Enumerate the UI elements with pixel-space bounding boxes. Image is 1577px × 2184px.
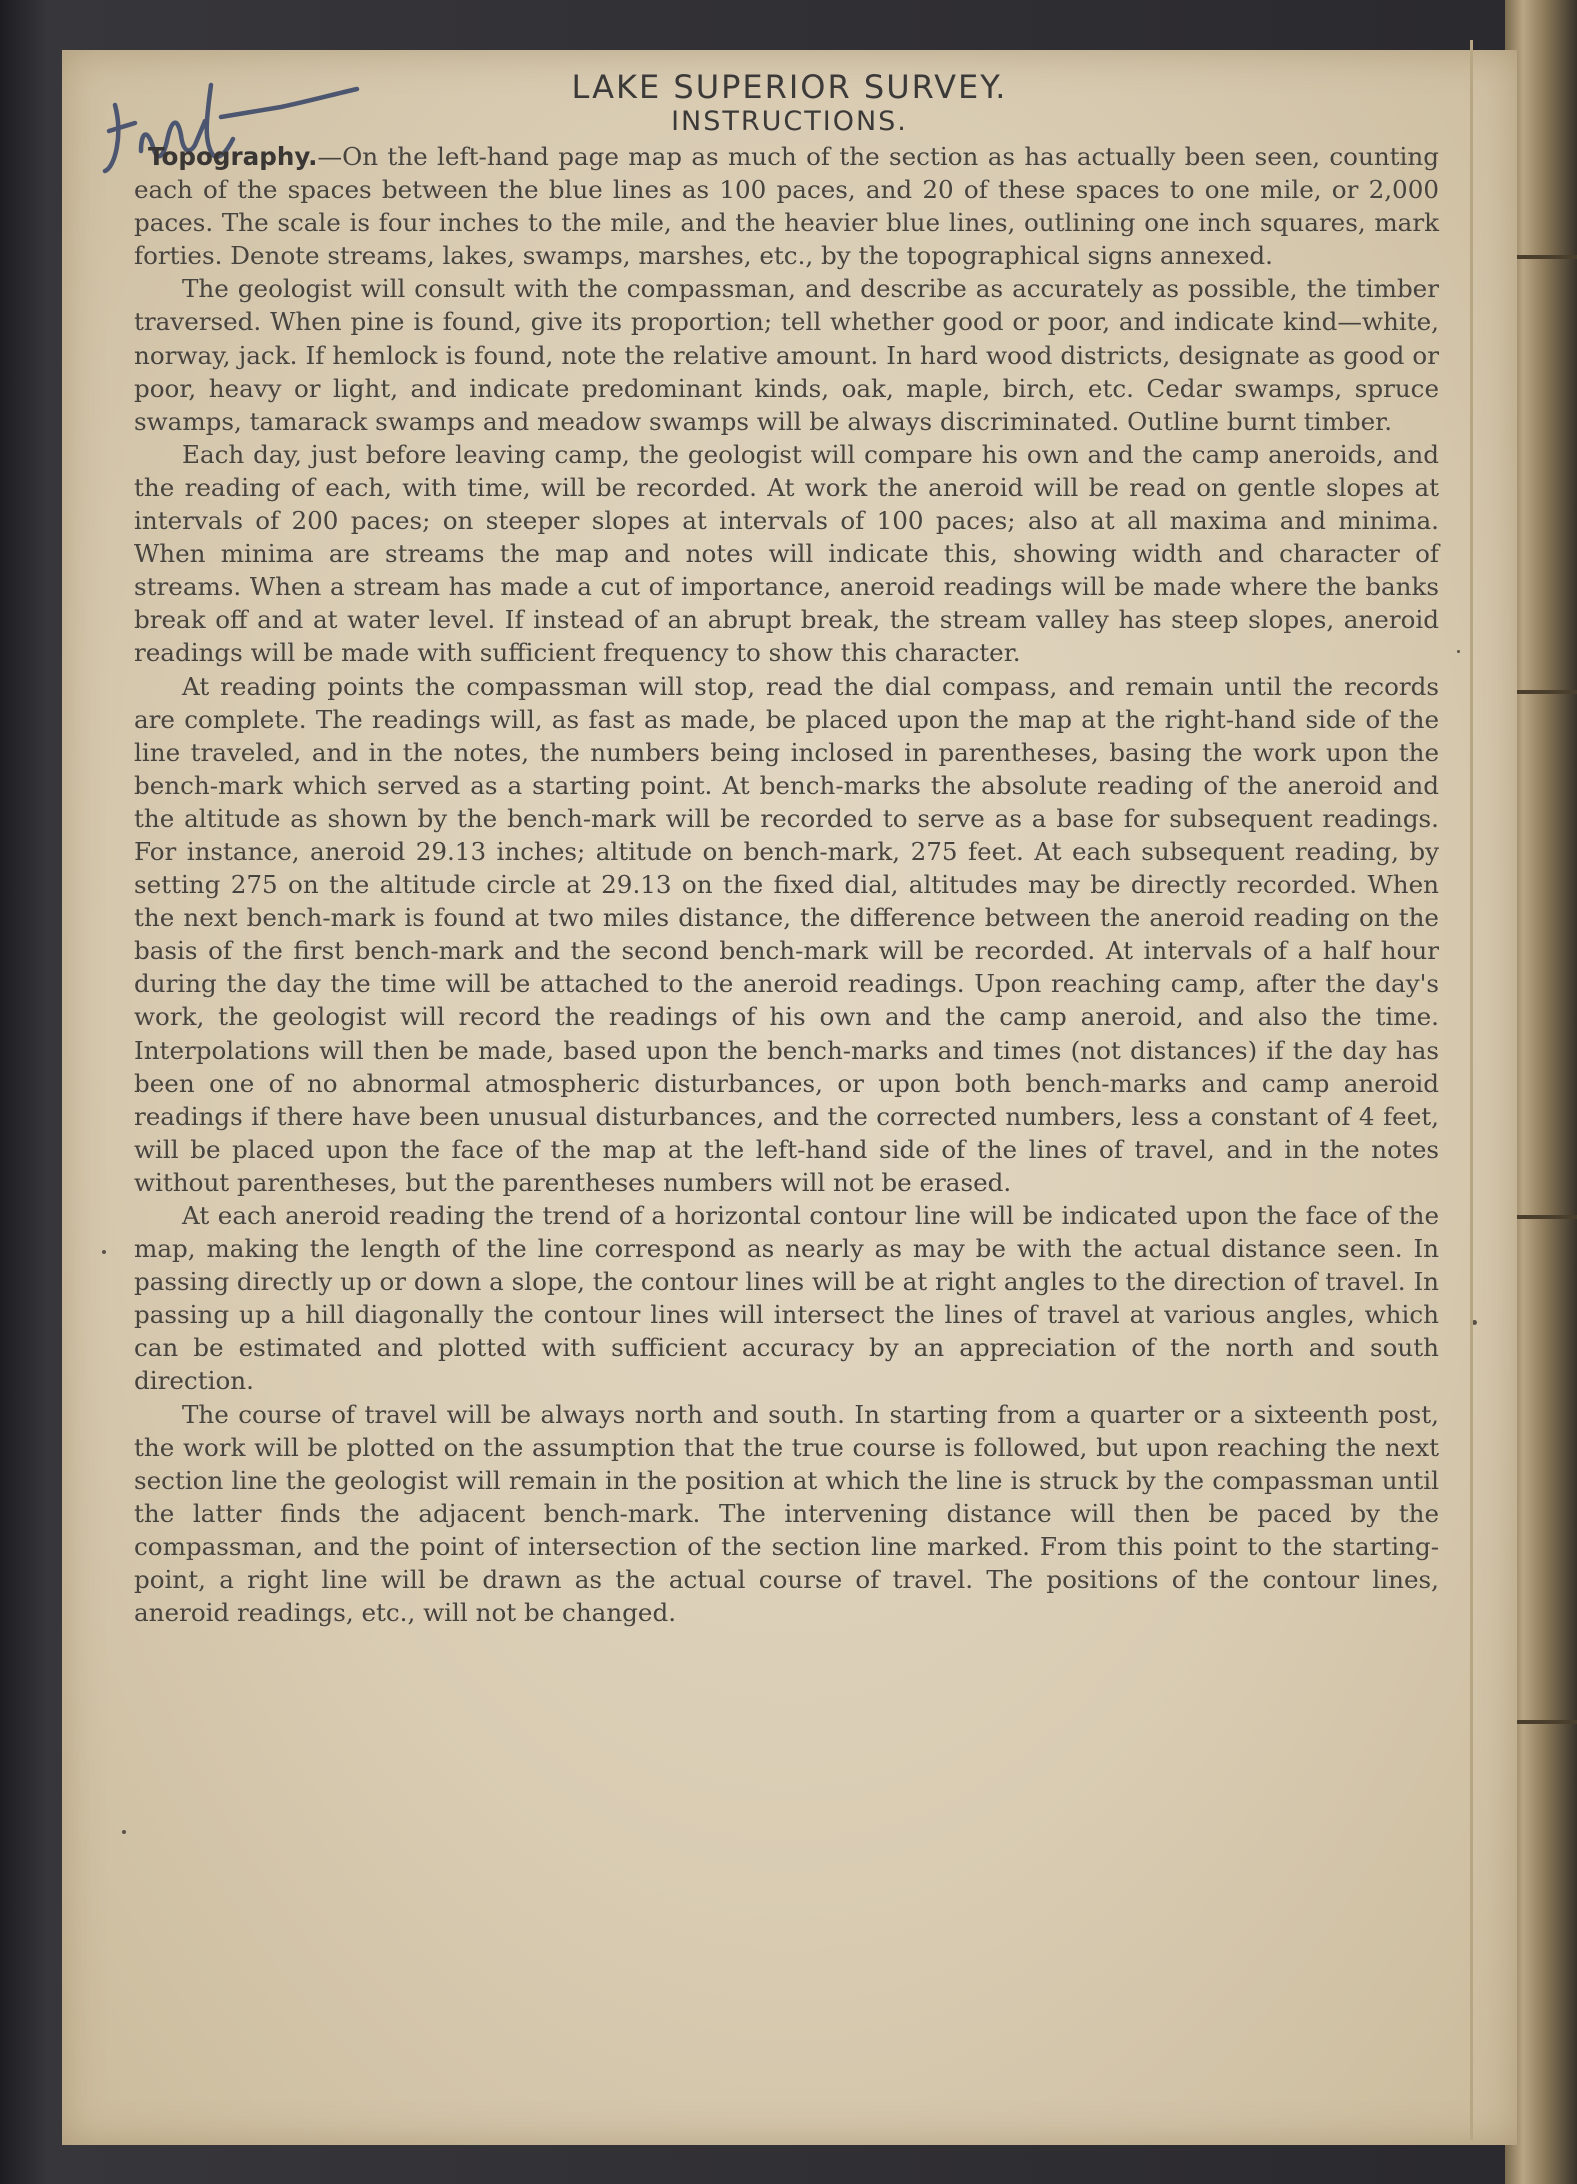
instructions-body	[134, 140, 1439, 1629]
paragraph-aneroid: Each day, just before leaving camp, the geologist will compare his own and the camp aneroids, and the reading of each, with time, will be recorded. At work the aneroid will be read on gentle slopes at intervals of 200 paces; on steeper slopes at intervals of 100 paces; also at all maxima and minima. When minima are streams the map and notes will indicate this, showing width and character of streams. When a stream has made a cut of importance, aneroid readings will be made where the banks break off and at water level. If instead of an abrupt break, the stream valley has steep slopes, aneroid readings will be made with sufficient frequency to show this character.	[134, 439, 1439, 668]
paragraph-lead: Topography.	[148, 142, 318, 171]
paper-fleck	[1457, 650, 1460, 653]
paragraph-topography	[134, 140, 1439, 272]
paper-fleck	[102, 1250, 106, 1254]
paragraph-contour: At each aneroid reading the trend of a horizontal contour line will be indicated upon the face of the map, making the length of the line correspond as nearly as may be with the actual distance seen. In passing directly up or down a slope, the contour lines will be at right angles to the direction of travel. In passing up a hill diagonally the contour lines will intersect the lines of travel at various angles, which can be estimated and plotted with sufficient accuracy by an appreciation of the north and south direction.	[134, 1201, 1439, 1396]
paragraph-reading-points: At reading points the compassman will stop, read the dial compass, and remain until the records are complete. The readings will, as fast as made, be placed upon the map at the right-hand side of the line traveled, and in the notes, the numbers being inclosed in parentheses, basing the work upon the bench-mark which served as a starting point. At bench-marks the absolute reading of the aneroid and the altitude as shown by the bench-mark will be recorded to serve as a base for subsequent readings. For instance, aneroid 29.13 inches; altitude on bench-mark, 275 feet. At each subsequent reading, by setting 275 on the altitude circle at 29.13 on the fixed dial, altitudes may be directly recorded. When the next bench-mark is found at two miles distance, the difference between the aneroid reading on the basis of the first bench-mark and the second bench-mark will be recorded. At intervals of a half hour during the day the time will be attached to the aneroid readings. Upon reaching camp, after the day's work, the geologist will record the readings of his own and the camp aneroid, and also the time. Interpolations will then be made, based upon the bench-marks and times (not distances) if the day has been one of no abnormal atmospheric disturbances, or upon both bench-marks and camp aneroid readings if there have been unusual disturbances, and the corrected numbers, less a constant of 4 feet, will be placed upon the face of the map at the left-hand side of the lines of travel, and in the notes without parentheses, but the parentheses numbers will not be erased.	[134, 671, 1439, 1197]
paragraph-text: —On the left-hand page map as much of the section as has actually been seen, counting each of the spaces between the blue lines as 100 paces, and 20 of these spaces to one mile, or 2,000 paces. The scale is four inches to the mile, and the heavier blue lines, outlining one inch squares, mark forties. Denote streams, lakes, swamps, marshes, etc., by the topographical signs annexed.	[134, 142, 1439, 271]
page-subtitle: INSTRUCTIONS.	[671, 106, 908, 137]
page-title: LAKE SUPERIOR SURVEY.	[571, 68, 1008, 106]
page-gutter-line	[1470, 40, 1473, 2140]
paragraph-timber: The geologist will consult with the compassman, and describe as accurately as possible, the timber traversed. When pine is found, give its proportion; tell whether good or poor, and indicate kind—white, norway, jack. If hemlock is found, note the relative amount. In hard wood districts, designate as good or poor, heavy or light, and indicate predominant kinds, oak, maple, birch, etc. Cedar swamps, spruce swamps, tamarack swamps and meadow swamps will be always discriminated. Outline burnt timber.	[134, 274, 1439, 436]
paper-fleck	[122, 1830, 126, 1834]
paragraph-course: The course of travel will be always north and south. In starting from a quarter or a sixteenth post, the work will be plotted on the assumption that the true course is followed, but upon reaching the next section line the geologist will remain in the position at which the line is struck by the compassman until the latter finds the adjacent bench-mark. The intervening distance will then be paced by the compassman, and the point of intersection of the section line marked. From this point to the starting-point, a right line will be drawn as the actual course of travel. The positions of the contour lines, aneroid readings, etc., will not be changed.	[134, 1399, 1439, 1628]
